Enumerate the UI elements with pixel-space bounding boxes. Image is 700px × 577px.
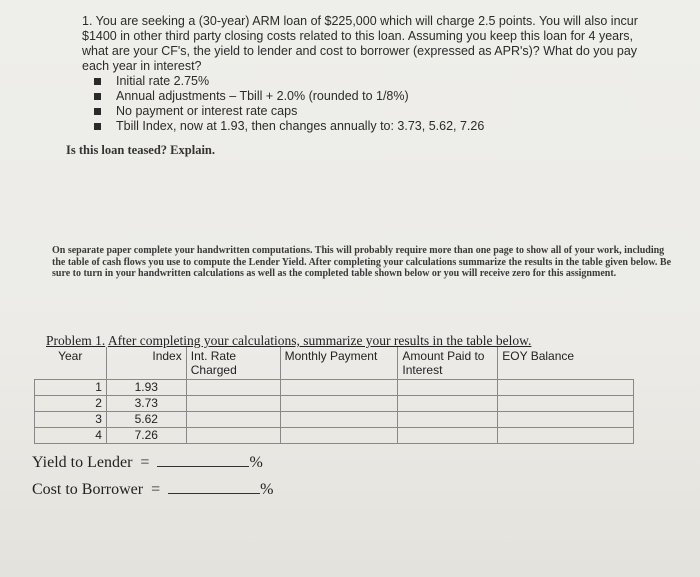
table-title-text: After completing your calculations, summarize your results in the table below.	[107, 333, 532, 348]
payment-cell[interactable]	[280, 380, 398, 396]
balance-cell[interactable]	[498, 412, 634, 428]
table-row	[35, 412, 634, 428]
balance-cell[interactable]	[498, 380, 634, 396]
square-bullet-icon	[94, 93, 101, 100]
cost-to-borrower-line	[32, 479, 273, 499]
interest-cell[interactable]	[398, 412, 498, 428]
year-cell: 2	[35, 396, 107, 412]
question-bullets	[82, 74, 662, 134]
teased-question: Is this loan teased? Explain.	[66, 143, 215, 157]
percent-sign: %	[249, 454, 263, 471]
bullet-item: Tbill Index, now at 1.93, then changes annually to: 3.73, 5.62, 7.26	[90, 119, 662, 134]
rate-cell[interactable]	[186, 428, 280, 444]
header-eoy-balance: EOY Balance	[502, 349, 575, 363]
payment-cell[interactable]	[280, 396, 398, 412]
results-table	[34, 347, 634, 444]
table-row	[35, 380, 634, 396]
balance-cell[interactable]	[498, 396, 634, 412]
cost-label: Cost to Borrower	[32, 481, 144, 498]
equals-sign: =	[151, 481, 161, 498]
header-monthly-payment: Monthly Payment	[280, 347, 398, 380]
interest-cell[interactable]	[398, 380, 498, 396]
rate-cell[interactable]	[186, 412, 280, 428]
question-intro: 1. You are seeking a (30-year) ARM loan of $225,000 which will charge 2.5 points. You will also incur $1400 in other third party closing costs related to this loan. Assuming you keep this loan for 4 years, what are your CF's, the yield to lender and cost to borrower (expressed as APR's)? What do you pay each year in interest?	[82, 14, 638, 73]
index-cell: 7.26	[106, 428, 186, 444]
square-bullet-icon	[94, 78, 101, 85]
rate-cell[interactable]	[186, 380, 280, 396]
year-cell: 3	[35, 412, 107, 428]
index-cell: 1.93	[106, 380, 186, 396]
year-cell: 4	[35, 428, 107, 444]
table-header-row	[35, 347, 634, 380]
yield-label: Yield to Lender	[32, 454, 133, 471]
header-year: Year	[35, 347, 107, 380]
cost-answer-blank[interactable]	[168, 479, 260, 494]
problem-label: Problem 1.	[46, 333, 106, 348]
bullet-item: Initial rate 2.75%	[90, 74, 662, 89]
header-int-rate: Int. Rate Charged	[186, 347, 280, 380]
yield-answer-blank[interactable]	[157, 452, 249, 467]
payment-cell[interactable]	[280, 428, 398, 444]
bullet-item: Annual adjustments – Tbill + 2.0% (rounded to 1/8%)	[90, 89, 662, 104]
bullet-item: No payment or interest rate caps	[90, 104, 662, 119]
square-bullet-icon	[94, 108, 101, 115]
question-block	[82, 14, 662, 134]
index-cell: 5.62	[106, 412, 186, 428]
year-cell: 1	[35, 380, 107, 396]
header-index: Index	[106, 347, 186, 380]
equals-sign: =	[140, 454, 150, 471]
payment-cell[interactable]	[280, 412, 398, 428]
table-row	[35, 428, 634, 444]
index-cell: 3.73	[106, 396, 186, 412]
yield-to-lender-line	[32, 452, 263, 472]
balance-cell[interactable]	[498, 428, 634, 444]
square-bullet-icon	[94, 123, 101, 130]
interest-cell[interactable]	[398, 428, 498, 444]
percent-sign: %	[260, 481, 274, 498]
table-row	[35, 396, 634, 412]
instructions-paragraph: On separate paper complete your handwritten computations. This will probably require more than one page to show all of your work, including the table of cash flows you use to compute the Lender Yield. After completing your calculations summarize the results in the table given below. Be sure to turn in your handwritten calculations as well as the completed table shown below or you will receive zero for this assignment.	[52, 245, 672, 279]
rate-cell[interactable]	[186, 396, 280, 412]
interest-cell[interactable]	[398, 396, 498, 412]
header-amount-paid: Amount Paid to Interest	[398, 347, 498, 380]
